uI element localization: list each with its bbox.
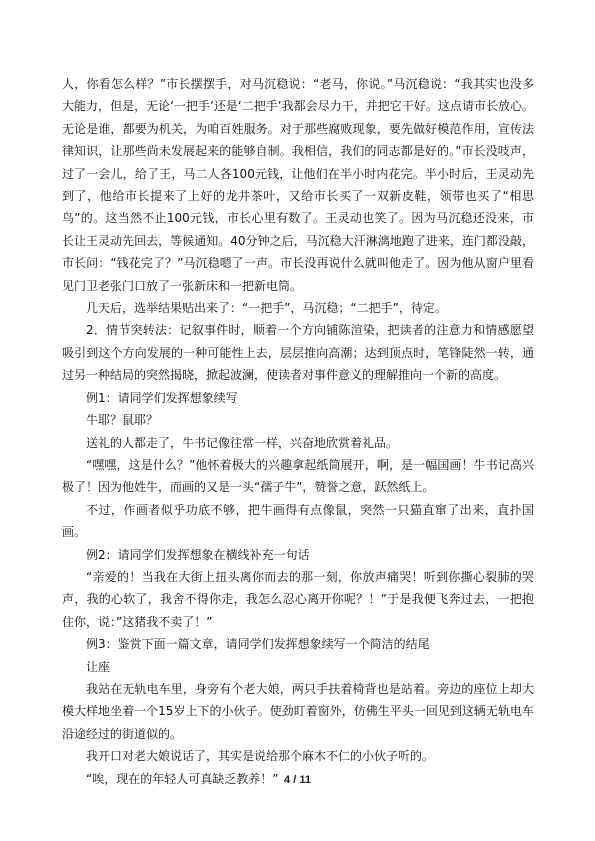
paragraph-5: 牛耶？鼠耶？ [86,413,159,428]
paragraph-7: “嘿嘿，这是什么？”他怀着极大的兴趣拿起纸筒展开，啊，是一幅国画！牛书记高兴极了！因为他姓牛，而画的又是一头“孺子牛”，赞誉之意，跃然纸上。 [62,457,534,495]
paragraph-14: 我开口对老大娘说话了，其实是说给那个麻木不仁的小伙子听的。 [86,749,435,764]
paragraph-15: “唉，现在的年轻人可真缺乏教养！” [86,771,279,786]
paragraph-13: 我站在无轨电车里，身旁有个老大娘，两只手扶着椅背也是站着。旁边的座位上却大模大样地坐着一个15岁上下的小伙子。使劲盯着窗外，仿佛生平头一回见到这辆无轨电车沿途经过的街道似的。 [62,681,534,741]
paragraph-8: 不过，作画者似乎功底不够，把牛画得有点像鼠，突然一只猫直窜了出来，直扑国画。 [62,502,534,540]
paragraph-12: 让座 [86,659,111,674]
paragraph-1: 人，你看怎么样？”市长摆摆手，对马沉稳说：“老马，你说。”马沉稳说：“我其实也没多大能力，但是，无论‘一把手’还是‘二把手’我都会尽力干，并把它干好。这点请市长放心。无论是谁，都要为机关，为咱百姓服务。对于那些腐败现象，要先做好模范作用，宣传法律知识，让那些尚未发展起来的能够自制。我相信，我们的同志都是好的。”市长没吱声，过了一会儿，给了王，马二人各100元钱，让他们在半小时内花完。半小时后，王灵动先到了，他给市长提来了上好的龙井茶叶，又给市长买了一双新皮鞋，领带也买了“相思鸟”的。这当然不止100元钱，市长心里有数了。王灵动也笑了。因为马沉稳还没来，市长让王灵动先回去，等候通知。40分钟之后，马沉稳大汗淋漓地跑了进来，连门都没敲，市长问：“钱花完了？”马沉稳嗯了一声。市长没再说什么就叫他走了。因为他从窗户里看见门卫老张门口放了一张新床和一把新电筒。 [62,77,534,293]
paragraph-6: 送礼的人都走了，牛书记像往常一样，兴奋地欣赏着礼品。 [86,435,399,450]
paragraph-10: “亲爱的！当我在大街上扭头离你而去的那一刻，你放声痛哭！听到你撕心裂肺的哭声，我的心软了，我舍不得你走，我怎么忍心离开你呢？！”于是我便飞奔过去，一把抱住你，说：”这猪我不卖了！” [62,569,534,629]
document-body [62,73,534,790]
paragraph-11: 例3：鉴赏下面一篇文章，请同学们发挥想象续写一个简洁的结尾 [86,637,430,652]
paragraph-4: 例1：请同学们发挥想象续写 [86,390,238,405]
paragraph-9: 例2：请同学们发挥想象在横线补充一句话 [86,547,310,562]
page-number: 4 / 11 [284,774,311,786]
paragraph-3: 2．情节突转法：记叙事件时，顺着一个方向铺陈渲染，把读者的注意力和情感愿望吸引到这个方向发展的一种可能性上去，层层推向高潮；达到顶点时，笔锋陡然一转，通过另一种结局的突然揭晓，掀起波澜，使读者对事件意义的理解推向一个新的高度。 [62,323,534,383]
paragraph-2: 几天后，选举结果贴出来了：“一把手”，马沉稳；“二把手”，待定。 [86,301,447,316]
